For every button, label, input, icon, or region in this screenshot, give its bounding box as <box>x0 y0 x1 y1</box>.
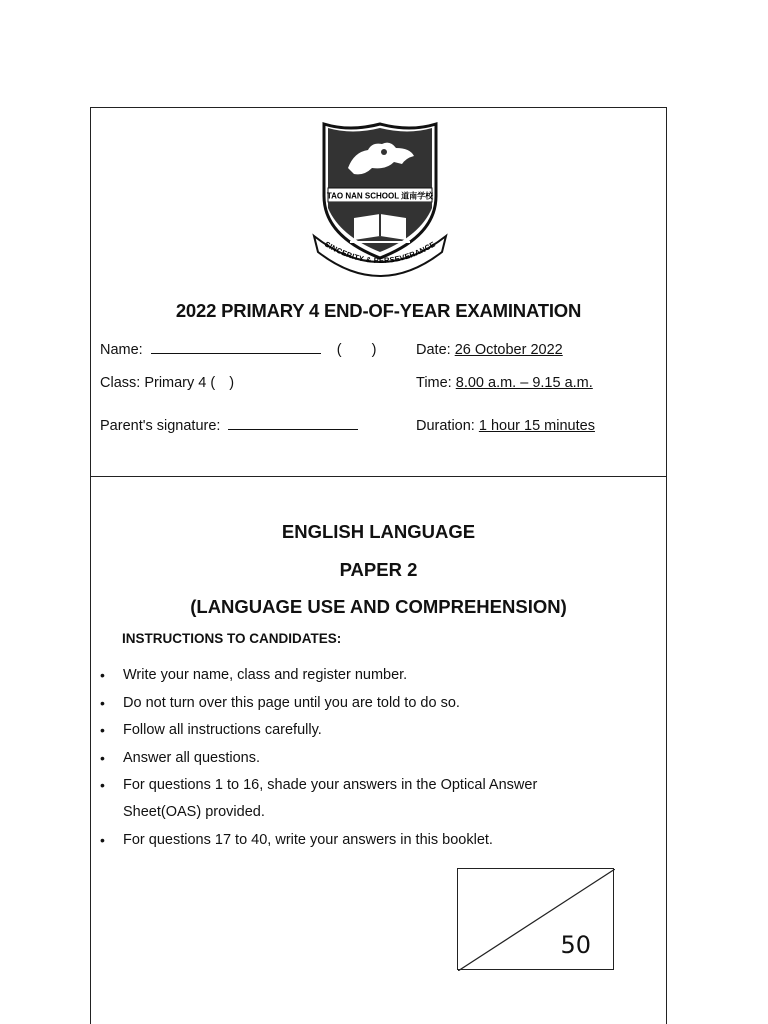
duration-value: 1 hour 15 minutes <box>478 418 595 434</box>
score-diagonal <box>458 869 615 971</box>
parent-signature-field <box>100 418 358 434</box>
date-field <box>416 342 563 358</box>
instruction-item-continuation: Sheet(OAS) provided. <box>123 804 265 820</box>
register-paren-close: ) <box>371 342 377 358</box>
parent-signature-label: Parent's signature: <box>100 418 221 434</box>
class-field <box>100 375 234 391</box>
instruction-item: • Answer all questions. <box>98 745 603 773</box>
time-label: Time: <box>416 375 452 391</box>
subject-heading: ENGLISH LANGUAGE <box>281 521 476 542</box>
crest-school-name: TAO NAN SCHOOL 道南学校 <box>326 191 434 201</box>
date-label: Date: <box>416 342 451 358</box>
instruction-item: • For questions 1 to 16, shade your answers in the Optical Answer <box>98 772 603 800</box>
exam-title: 2022 PRIMARY 4 END-OF-YEAR EXAMINATION <box>175 300 582 321</box>
instruction-item: • Write your name, class and register number. <box>98 662 603 690</box>
name-label: Name: <box>100 342 143 358</box>
time-value: 8.00 a.m. – 9.15 a.m. <box>455 375 593 391</box>
paper-number-heading: PAPER 2 <box>339 559 418 580</box>
class-label: Class: Primary 4 ( <box>100 375 216 391</box>
duration-field <box>416 418 595 434</box>
instructions-heading: INSTRUCTIONS TO CANDIDATES: <box>122 631 342 646</box>
name-blank[interactable] <box>151 352 321 354</box>
section-divider <box>90 476 667 477</box>
school-crest-logo <box>310 118 450 278</box>
duration-label: Duration: <box>416 418 475 434</box>
date-value: 26 October 2022 <box>454 342 563 358</box>
section-heading: (LANGUAGE USE AND COMPREHENSION) <box>190 596 567 617</box>
instruction-item: • Do not turn over this page until you are told to do so. <box>98 690 603 718</box>
score-total: 50 <box>560 931 591 959</box>
instruction-item: • For questions 17 to 40, write your answers in this booklet. <box>98 827 603 855</box>
class-paren-close: ) <box>229 375 235 391</box>
parent-signature-blank[interactable] <box>228 428 358 430</box>
crest-motto: SINCERITY & PERSEVERANCE <box>323 239 437 266</box>
instruction-item: • Follow all instructions carefully. <box>98 717 603 745</box>
score-box <box>457 868 614 970</box>
time-field <box>416 375 593 391</box>
name-field <box>100 342 376 358</box>
register-paren-open: ( <box>336 342 342 358</box>
